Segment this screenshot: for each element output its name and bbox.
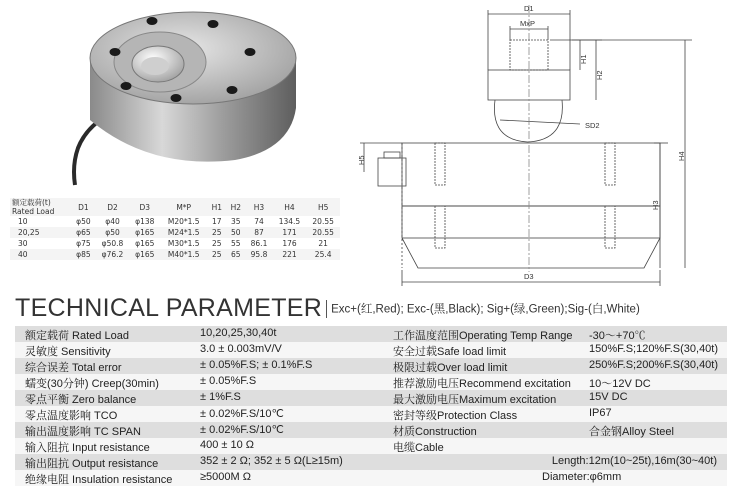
param-value-2: -30～+70℃ xyxy=(589,330,646,342)
param-label-2: 极限过载Over load limit xyxy=(393,362,508,374)
cell: M20*1.5 xyxy=(167,217,200,226)
cell: φ50.8 xyxy=(101,239,124,248)
param-value-2: 250%F.S;200%F.S(30,40t) xyxy=(589,359,719,371)
parameter-row xyxy=(15,454,727,470)
param-value-2: 合金钢Alloy Steel xyxy=(589,426,674,438)
cell: 35 xyxy=(231,217,241,226)
cell: M30*1.5 xyxy=(167,239,200,248)
parameter-row xyxy=(15,406,727,422)
label-d1: D1 xyxy=(524,4,534,13)
cell: M24*1.5 xyxy=(167,228,200,237)
param-label-2: 安全过载Safe load limit xyxy=(393,346,507,358)
param-label: 综合误差 Total error xyxy=(25,362,122,374)
cell: φ165 xyxy=(135,239,155,248)
table-row xyxy=(10,227,340,238)
param-value-2: 150%F.S;120%F.S(30,40t) xyxy=(589,343,719,355)
cell: φ165 xyxy=(135,250,155,259)
cell: φ138 xyxy=(135,217,155,226)
parameter-row xyxy=(15,422,727,438)
cell: 20,25 xyxy=(18,228,40,237)
header-h4: H4 xyxy=(284,202,295,212)
cell: φ85 xyxy=(76,250,91,259)
table-row xyxy=(10,249,340,260)
param-value: ± 1%F.S xyxy=(200,391,241,403)
param-value: ± 0.05%F.S; ± 0.1%F.S xyxy=(200,359,313,371)
cell: φ165 xyxy=(135,228,155,237)
section-heading xyxy=(15,294,735,324)
cell: 21 xyxy=(318,239,328,248)
cell: 10 xyxy=(18,217,28,226)
parameter-row xyxy=(15,358,727,374)
cell: 20.55 xyxy=(312,228,334,237)
cell: 65 xyxy=(231,250,241,259)
param-label-2: 最大激励电压Maximum excitation xyxy=(393,394,557,406)
header-d1: D1 xyxy=(78,202,89,212)
param-label-2: 电缆Cable xyxy=(393,442,444,454)
cell: φ65 xyxy=(76,228,91,237)
cell: 171 xyxy=(282,228,297,237)
cell: 25 xyxy=(212,250,222,259)
param-label: 灵敏度 Sensitivity xyxy=(25,346,111,358)
parameter-row xyxy=(15,374,727,390)
param-value: ± 0.02%F.S/10℃ xyxy=(200,424,284,436)
param-value: 352 ± 2 Ω; 352 ± 5 Ω(L≥15m) xyxy=(200,455,343,467)
param-label: 绝缘电阻 Insulation resistance xyxy=(25,474,173,486)
cell: 30 xyxy=(18,239,28,248)
param-value-2: 10～12V DC xyxy=(589,378,651,390)
cell: 20.55 xyxy=(312,217,334,226)
dimension-table xyxy=(10,198,340,260)
param-value: ≥5000M Ω xyxy=(200,471,251,483)
param-label: 输出阻抗 Output resistance xyxy=(25,458,159,470)
label-h4: H4 xyxy=(677,151,686,161)
dimension-drawing xyxy=(340,0,737,290)
header-d3: D3 xyxy=(139,202,151,212)
page-title: TECHNICAL PARAMETER xyxy=(15,294,323,322)
param-value: 3.0 ± 0.003mV/V xyxy=(200,343,282,355)
label-h3: H3 xyxy=(651,200,660,210)
param-value-2: 15V DC xyxy=(589,391,628,403)
parameter-row xyxy=(15,390,727,406)
param-value: ± 0.02%F.S/10℃ xyxy=(200,408,284,420)
param-value: ± 0.05%F.S xyxy=(200,375,257,387)
cell: φ76.2 xyxy=(101,250,124,259)
cell: 25 xyxy=(212,228,222,237)
label-h1: H1 xyxy=(579,54,588,64)
cell: 25 xyxy=(212,239,222,248)
cell: 40 xyxy=(18,250,28,259)
cell: φ75 xyxy=(76,239,91,248)
label-mxp: MxP xyxy=(520,19,535,28)
cell: φ50 xyxy=(76,217,91,226)
parameter-row xyxy=(15,326,727,342)
cell: 221 xyxy=(282,250,297,259)
cell: 25.4 xyxy=(314,250,332,259)
param-label: 零点平衡 Zero balance xyxy=(25,394,137,406)
param-label: 额定载荷 Rated Load xyxy=(25,330,129,342)
load-cell-photo xyxy=(0,0,340,200)
cell: 50 xyxy=(231,228,241,237)
cell: 87 xyxy=(254,228,264,237)
cell: 17 xyxy=(212,217,222,226)
cell: 74 xyxy=(254,217,264,226)
param-value-2: IP67 xyxy=(589,407,612,419)
label-sd2: SD2 xyxy=(585,121,600,130)
parameter-list xyxy=(15,326,727,486)
param-value: 10,20,25,30,40t xyxy=(200,327,277,339)
cell: M40*1.5 xyxy=(167,250,200,259)
param-value: 400 ± 10 Ω xyxy=(200,439,255,451)
cell: 95.8 xyxy=(250,250,268,259)
table-header-row xyxy=(10,198,340,216)
param-label: 输出温度影响 TC SPAN xyxy=(25,426,141,438)
cable-length: Length:12m(10~25t),16m(30~40t) xyxy=(551,455,717,467)
cell: 134.5 xyxy=(278,217,301,226)
cell: φ40 xyxy=(105,217,120,226)
label-h2: H2 xyxy=(595,70,604,80)
parameter-row xyxy=(15,470,727,486)
param-label-2: 推荐激励电压Recommend excitation xyxy=(393,378,571,390)
wiring-legend: Exc+(红,Red); Exc-(黑,Black); Sig+(绿,Green);Sig-(白,White) xyxy=(331,303,640,316)
heading-divider xyxy=(326,300,327,318)
param-label: 输入阻抗 Input resistance xyxy=(25,442,150,454)
header-d2: D2 xyxy=(107,202,118,212)
header-h5: H5 xyxy=(317,202,329,212)
header-h2: H2 xyxy=(230,202,242,212)
header-rated-load: 额定载荷(t) Rated Load xyxy=(12,198,55,216)
parameter-row xyxy=(15,342,727,358)
table-row xyxy=(10,238,340,249)
label-h5: H5 xyxy=(357,155,366,165)
parameter-row xyxy=(15,438,727,454)
header-h1: H1 xyxy=(211,202,222,212)
header-mp: M*P xyxy=(176,202,192,212)
param-label-2: 材质Construction xyxy=(393,426,477,438)
cell: 86.1 xyxy=(250,239,268,248)
cell: 55 xyxy=(231,239,241,248)
table-row xyxy=(10,216,340,227)
cell: φ50 xyxy=(105,228,120,237)
cable-diameter: Diameter:φ6mm xyxy=(542,471,622,483)
param-label-2: 工作温度范围Operating Temp Range xyxy=(393,330,573,342)
param-label: 蠕变(30分钟) Creep(30min) xyxy=(25,378,159,390)
header-h3: H3 xyxy=(253,202,265,212)
param-label: 零点温度影响 TCO xyxy=(25,410,118,422)
cell: 176 xyxy=(282,239,297,248)
label-d3: D3 xyxy=(524,272,534,281)
param-label-2: 密封等级Protection Class xyxy=(393,410,518,422)
